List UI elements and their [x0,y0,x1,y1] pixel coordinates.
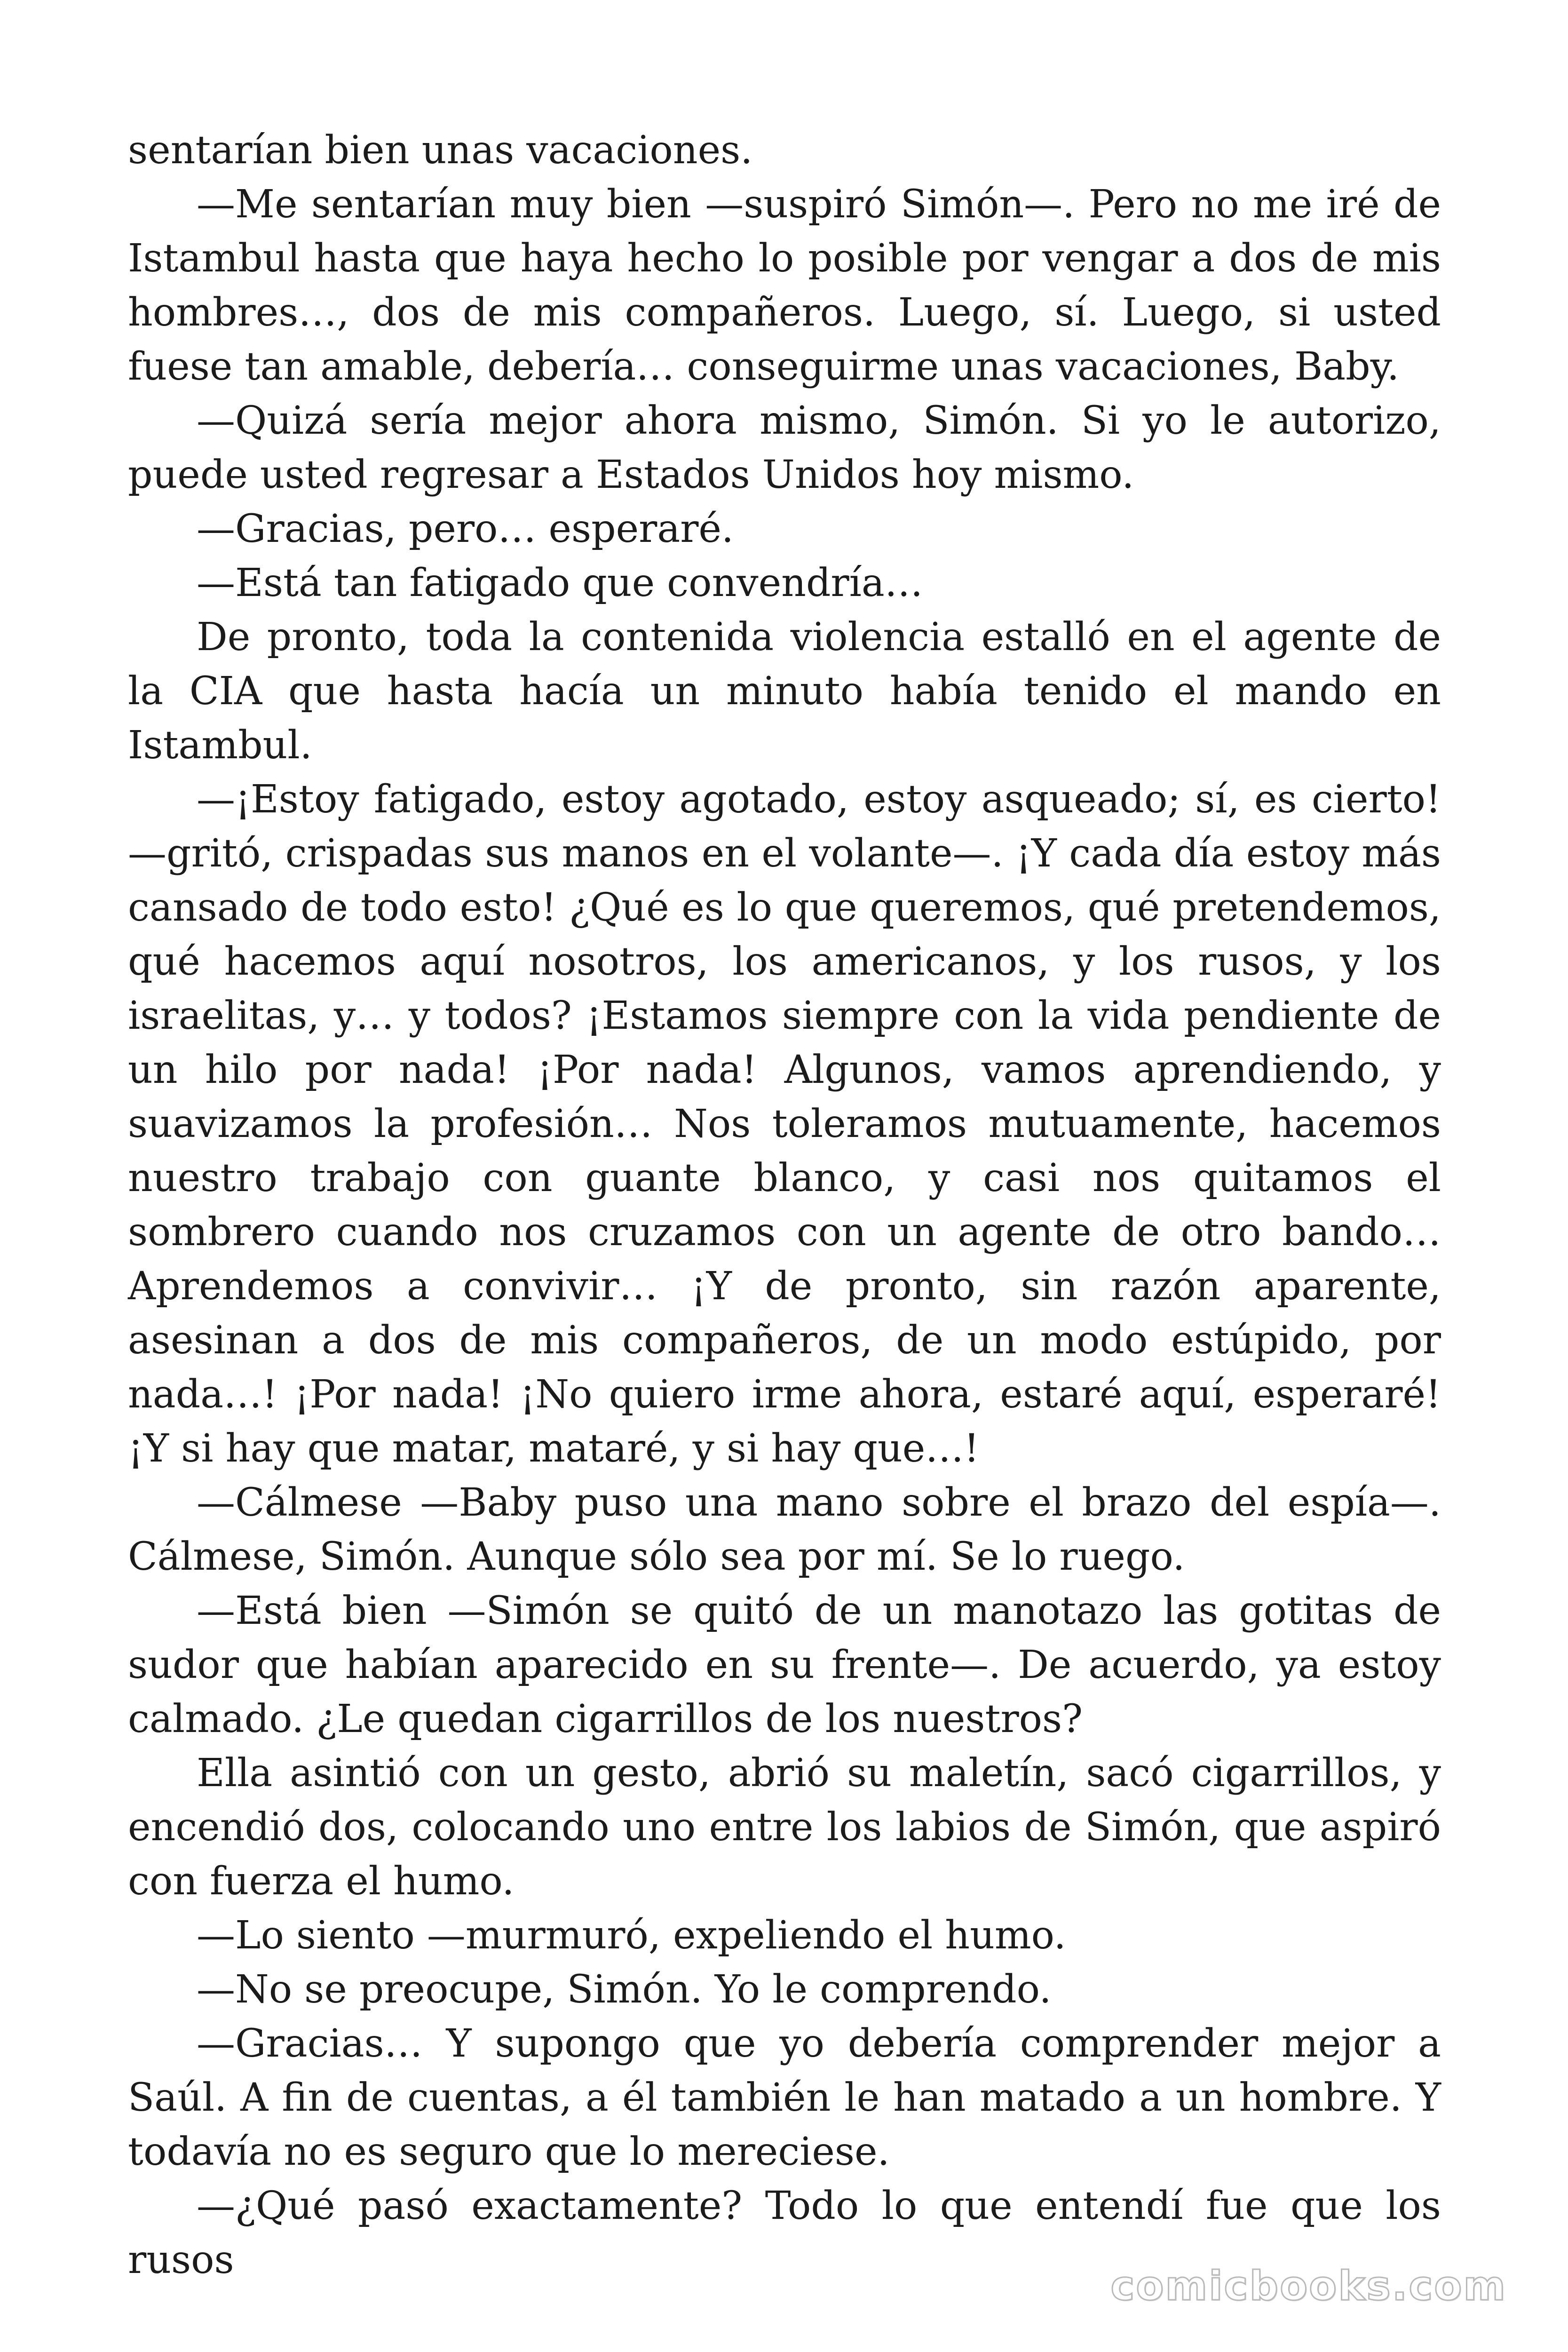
body-text [128,123,1441,2287]
paragraph-7: —¡Estoy fatigado, estoy agotado, estoy asqueado; sí, es cierto! —gritó, crispadas sus manos en el volante—. ¡Y cada día estoy más cansado de todo esto! ¿Qué es lo que queremos, qué pretendemos, qué hacemos aquí nosotros, los americanos, y los rusos, y los israelitas, y… y todos? ¡Estamos siempre con la vida pendiente de un hilo por nada! ¡Por nada! Algunos, vamos aprendiendo, y suavizamos la profesión… Nos toleramos mutuamente, hacemos nuestro trabajo con guante blanco, y casi nos quitamos el sombrero cuando nos cruzamos con un agente de otro bando… Aprendemos a convivir… ¡Y de pronto, sin razón aparente, asesinan a dos de mis compañeros, de un modo estúpido, por nada…! ¡Por nada! ¡No quiero irme ahora, estaré aquí, esperaré! ¡Y si hay que matar, mataré, y si hay que…! [128,777,1441,1471]
paragraph-14: —¿Qué pasó exactamente? Todo lo que entendí fue que los rusos [128,2184,1441,2282]
paragraph-10: Ella asintió con un gesto, abrió su maletín, sacó cigarrillos, y encendió dos, colocando uno entre los labios de Simón, que aspiró con fuerza el humo. [128,1751,1441,1904]
paragraph-12: —No se preocupe, Simón. Yo le comprendo. [197,1967,1052,2012]
paragraph-11: —Lo siento —murmuró, expeliendo el humo. [197,1913,1066,1958]
paragraph-9: —Está bien —Simón se quitó de un manotazo las gotitas de sudor que habían aparecido en su frente—. De acuerdo, ya estoy calmado. ¿Le quedan cigarrillos de los nuestros? [128,1589,1441,1741]
paragraph-2: —Me sentarían muy bien —suspiró Simón—. Pero no me iré de Istambul hasta que haya hecho lo posible por vengar a dos de mis hombres…, dos de mis compañeros. Luego, sí. Luego, si usted fuese tan amable, debería… conseguirme unas vacaciones, Baby. [128,182,1441,389]
paragraph-13: —Gracias… Y supongo que yo debería comprender mejor a Saúl. A fin de cuentas, a él también le han matado a un hombre. Y todavía no es seguro que lo mereciese. [128,2021,1441,2174]
paragraph-5: —Está tan fatigado que convendría… [197,561,923,605]
watermark-logo: comicbooks.com [1110,2263,1507,2310]
paragraph-3: —Quizá sería mejor ahora mismo, Simón. Si yo le autorizo, puede usted regresar a Estados Unidos hoy mismo. [128,398,1441,497]
paragraph-8: —Cálmese —Baby puso una mano sobre el brazo del espía—. Cálmese, Simón. Aunque sólo sea por mí. Se lo ruego. [128,1480,1441,1579]
paragraph-1: sentarían bien unas vacaciones. [128,128,753,173]
paragraph-6: De pronto, toda la contenida violencia estalló en el agente de la CIA que hasta hacía un minuto había tenido el mando en Istambul. [128,615,1441,768]
paragraph-4: —Gracias, pero… esperaré. [197,507,734,551]
